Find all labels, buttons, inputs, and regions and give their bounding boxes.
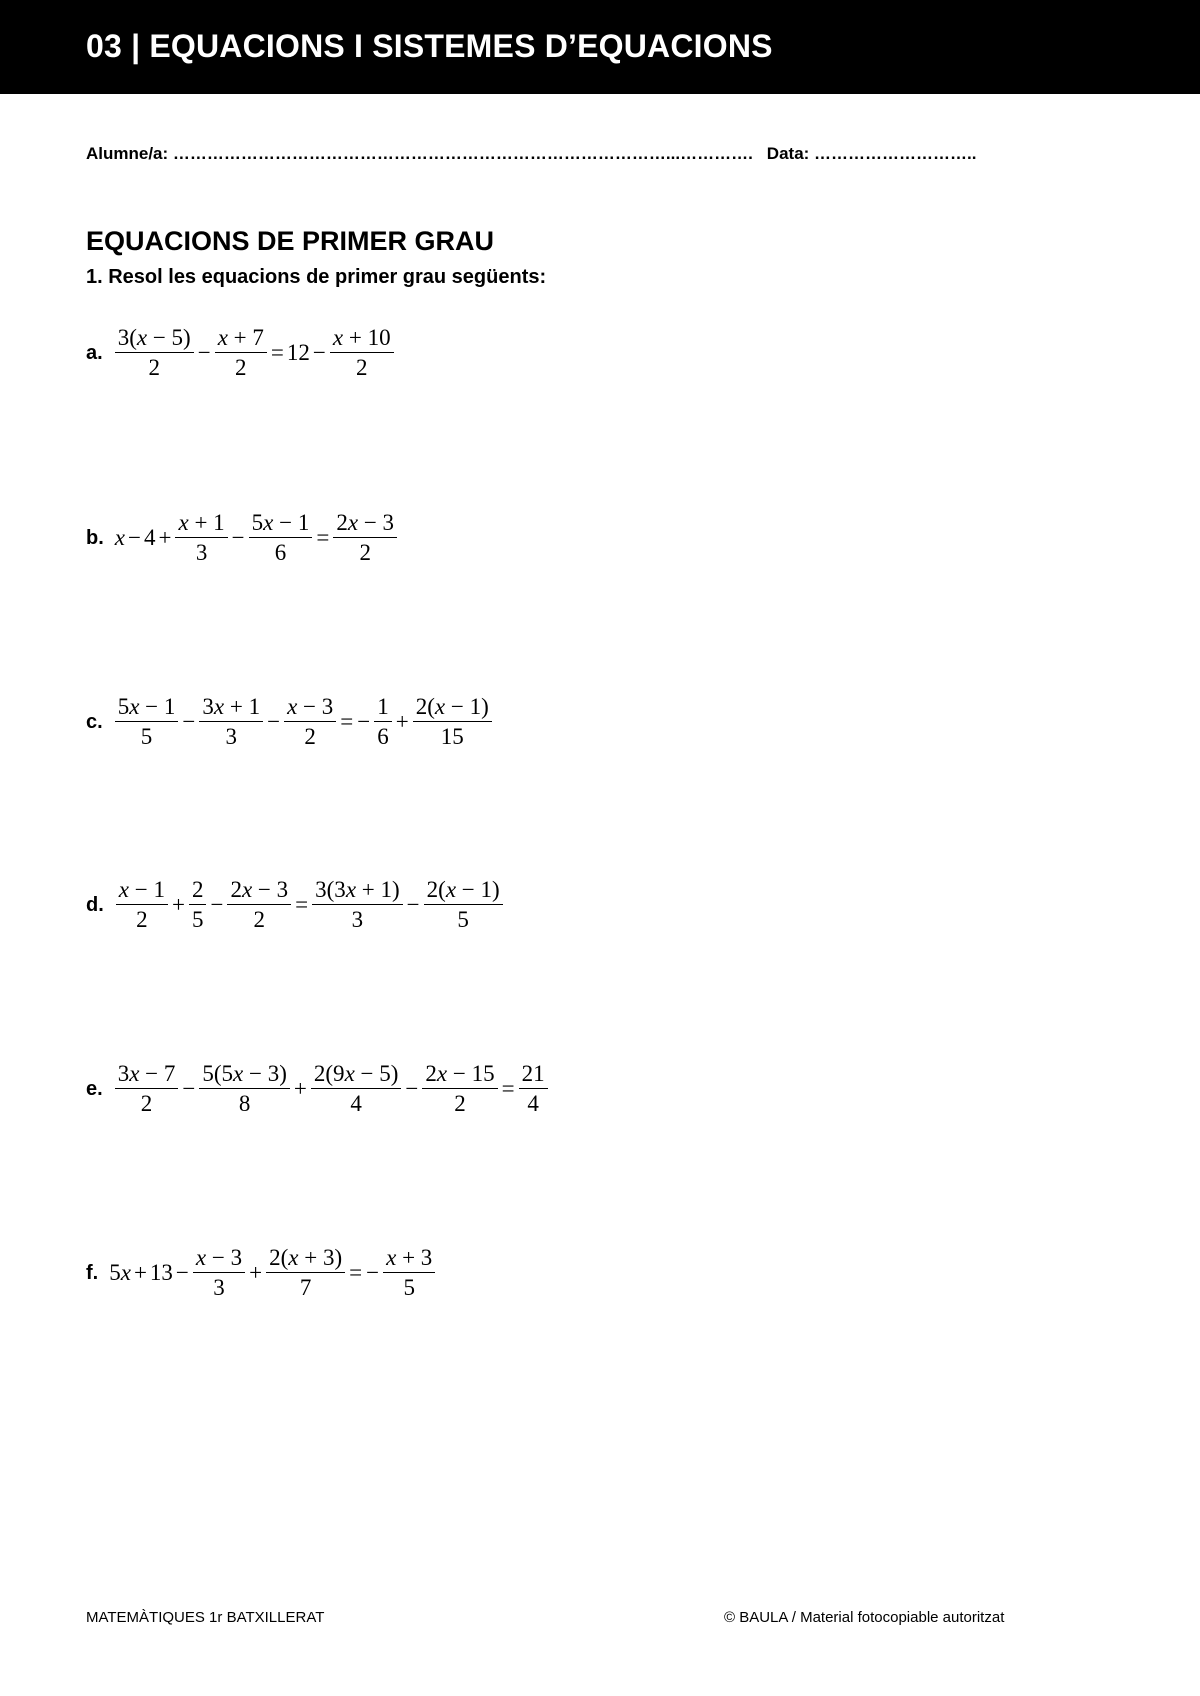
exercise-f: [86, 1238, 437, 1308]
date-field: Data: ………………………..: [766, 144, 977, 163]
exercise-instruction: 1. Resol les equacions de primer grau següents:: [86, 266, 547, 288]
exercise-letter: a.: [86, 341, 103, 364]
exercise-c: [86, 687, 494, 757]
footer-copyright: © BAULA / Material fotocopiable autoritzat: [724, 1609, 1005, 1626]
equation: $\frac{3(x - 5)}{2}$ − $\frac{x + 7}{2}$ = 12 − $\frac{x + 10}{2}$: [113, 326, 396, 380]
student-name-field: Alumne/a: ……………………………………………………………………………...………….: [86, 144, 753, 163]
exercise-e: [86, 1054, 550, 1124]
footer-course: MATEMÀTIQUES 1r BATXILLERAT: [86, 1609, 325, 1626]
student-info-line: [86, 144, 976, 164]
exercise-letter: f.: [86, 1261, 99, 1284]
exercise-letter: e.: [86, 1077, 103, 1100]
exercise-letter: c.: [86, 710, 103, 733]
equation: $\frac{5x - 1}{5}$ − $\frac{3x + 1}{3}$ − $\frac{x - 3}{2}$ = − $\frac{1}{6}$ + $\frac{2(x - 1)}{15}$: [113, 695, 494, 749]
exercise-a: [86, 318, 396, 388]
exercise-d: [86, 870, 505, 940]
header-band: [0, 0, 1200, 94]
exercise-b: [86, 503, 399, 573]
exercise-letter: b.: [86, 526, 104, 549]
equation: x − 4 + $\frac{x + 1}{3}$ − $\frac{5x - 1}{6}$ = $\frac{2x - 3}{2}$: [114, 511, 399, 565]
equation: $\frac{x - 1}{2}$ + $\frac{2}{5}$ − $\frac{2x - 3}{2}$ = $\frac{3(3x + 1)}{3}$ − $\frac{2(x - 1)}{5}$: [114, 878, 505, 932]
exercise-letter: d.: [86, 893, 104, 916]
equation: 5x + 13 − $\frac{x - 3}{3}$ + $\frac{2(x + 3)}{7}$ = − $\frac{x + 3}{5}$: [108, 1246, 437, 1300]
equation: $\frac{3x - 7}{2}$ − $\frac{5(5x - 3)}{8}$ + $\frac{2(9x - 5)}{4}$ − $\frac{2x - 15}{2}$ = $\frac{21}{4}$: [113, 1062, 550, 1116]
section-title: EQUACIONS DE PRIMER GRAU: [86, 226, 495, 256]
page-title: 03 | EQUACIONS I SISTEMES D’EQUACIONS: [86, 28, 773, 64]
